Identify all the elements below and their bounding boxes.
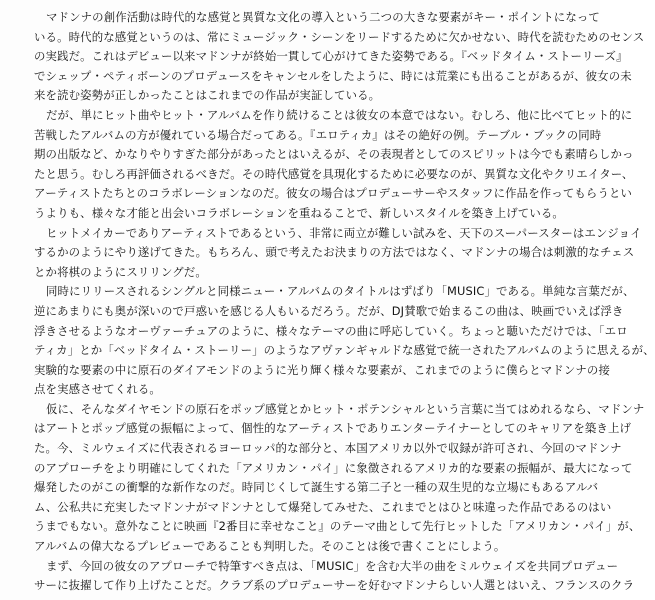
text-line: とか将棋のようにスリリングだ。 <box>34 264 207 279</box>
text-line: の実践だ。これはデビュー以来マドンナが終始一貫して心がけてきた姿勢である。『ベッドタイム・ストーリーズ』 <box>34 49 628 64</box>
text-line: たと思う。むしろ再評価されるべきだ。その時代感覚を具現化するために必要なのが、異質な文化やクリエイター、 <box>34 166 634 181</box>
text-line: だが、単にヒット曲やヒット・アルバムを作り続けることは彼女の本意ではない。むしろ、他に比べてヒット的に <box>46 107 633 122</box>
text-line: うまでもない。意外なことに映画『2番目に幸せなこと』のテーマ曲として先行ヒットした「アメリカン・パイ」が、 <box>34 519 641 534</box>
text-line: いる。時代的な感覚というのは、常にミュージック・シーンをリードするために欠かせない、時代を読むためのセンス <box>34 29 645 44</box>
text-line: ム、公私共に充実したマドンナがマドンナとして爆発してみせた、これまでとはひと味違った作品であるのはい <box>34 499 612 514</box>
text-line: 点を実感させてくれる。 <box>34 382 161 397</box>
text-line: アーティストたちとのコラボレーションなのだ。彼女の場合はプロデューサーやスタッフに作品を作ってもらうとい <box>34 186 633 201</box>
text-line: ティカ」とか「ベッドタイム・ストーリー」のようなアヴァンギャルドな感覚で統一されたアルバムのように思えるが、 <box>34 343 655 358</box>
text-line: 爆発したのがこの衝撃的な新作なのだ。時同じくして誕生する第二子と一種の双生児的な立場にもあるアルバ <box>34 480 599 495</box>
text-line: のアプローチをより明確にしてくれた「アメリカン・パイ」に象徴されるアメリカ的な要素の振幅が、最大になって <box>34 460 633 475</box>
text-line: 同時にリリースされるシングルと同様ニュー・アルバムのタイトルはずばり「MUSIC」である。単純な言葉だが、 <box>46 284 635 299</box>
text-line: するかのようにやり遂げてきた。もちろん、頭で考えたお決まりの方法ではなく、マドンナの場合は刺激的なチェス <box>34 245 635 260</box>
text-line: 期の出版など、かなりやりすぎた部分があったとはいえるが、その表現者としてのスピリットは今でも素晴らしかっ <box>34 147 634 162</box>
text-line: サーに抜擢して作り上げたことだ。クラブ系のプロデューサーを好むマドンナらしい人選とはいえ、フランスのクラ <box>34 578 635 593</box>
paragraph <box>34 224 642 283</box>
text-line: まず、今回の彼女のアプローチで特筆すべき点は、「MUSIC」を含む大半の曲をミルウェイズを共同プロデュー <box>46 558 619 573</box>
paragraph <box>34 400 645 557</box>
text-line: マドンナの創作活動は時代的な感覚と異質な文化の導入という二つの大きな要素がキー・ポイントになって <box>46 10 600 24</box>
text-line: 浮きさせるようなオーヴァーチュアのように、様々なテーマの曲に呼応していく。ちょっと聴いただけでは、「エロ <box>34 323 628 338</box>
text-line: アルバムの偉大なるプレビューであることも判明した。そのことは後で書くことにしよう。 <box>34 539 506 554</box>
paragraph <box>34 557 635 596</box>
text-line: うよりも、様々な才能と出会いコラボレーションを重ねることで、新しいスタイルを築き上げている。 <box>34 205 564 220</box>
paragraph <box>34 8 645 106</box>
text-column <box>34 8 655 596</box>
text-line: た。今、ミルウェイズに代表されるヨーロッパ的な部分と、本国アメリカ以外で収録が許可され、今回のマドンナ <box>34 441 622 456</box>
text-line: 苦戦したアルバムの方が優れている場合だってある。『エロティカ』はその絶好の例。テーブル・ブックの同時 <box>34 127 602 142</box>
text-line: ヒットメイカーでありアーティストであるという、非常に両立が難しい試みを、天下のスーパースターはエンジョイ <box>46 225 642 240</box>
text-line: でシェップ・ペティボーンのプロデュースをキャンセルをしたように、時には荒業にも出ることがあるが、彼女の未 <box>34 68 632 83</box>
text-line: 実験的な要素の中に原石のダイアモンドのように光り輝く様々な要素が、これまでのように僕らとマドンナの接 <box>34 362 611 377</box>
text-line: 仮に、そんなダイヤモンドの原石をポップ感覚とかヒット・ポテンシャルという言葉に当てはめれるなら、マドンナ <box>46 401 645 416</box>
text-line: はアートとポップ感覚の振幅によって、個性的なアーティストでありエンターテイナーとしてのキャリアを築き上げ <box>34 421 632 436</box>
paragraph <box>34 106 634 224</box>
paragraph <box>34 282 655 400</box>
text-line: 来を読む姿勢が正しかったことはこれまでの作品が実証している。 <box>34 88 381 103</box>
text-line: 逆にあまりにも奥が深いので戸惑いを感じる人もいるだろう。だが、DJ賛歌で始まるこの曲は、映画でいえば浮き <box>34 303 624 318</box>
